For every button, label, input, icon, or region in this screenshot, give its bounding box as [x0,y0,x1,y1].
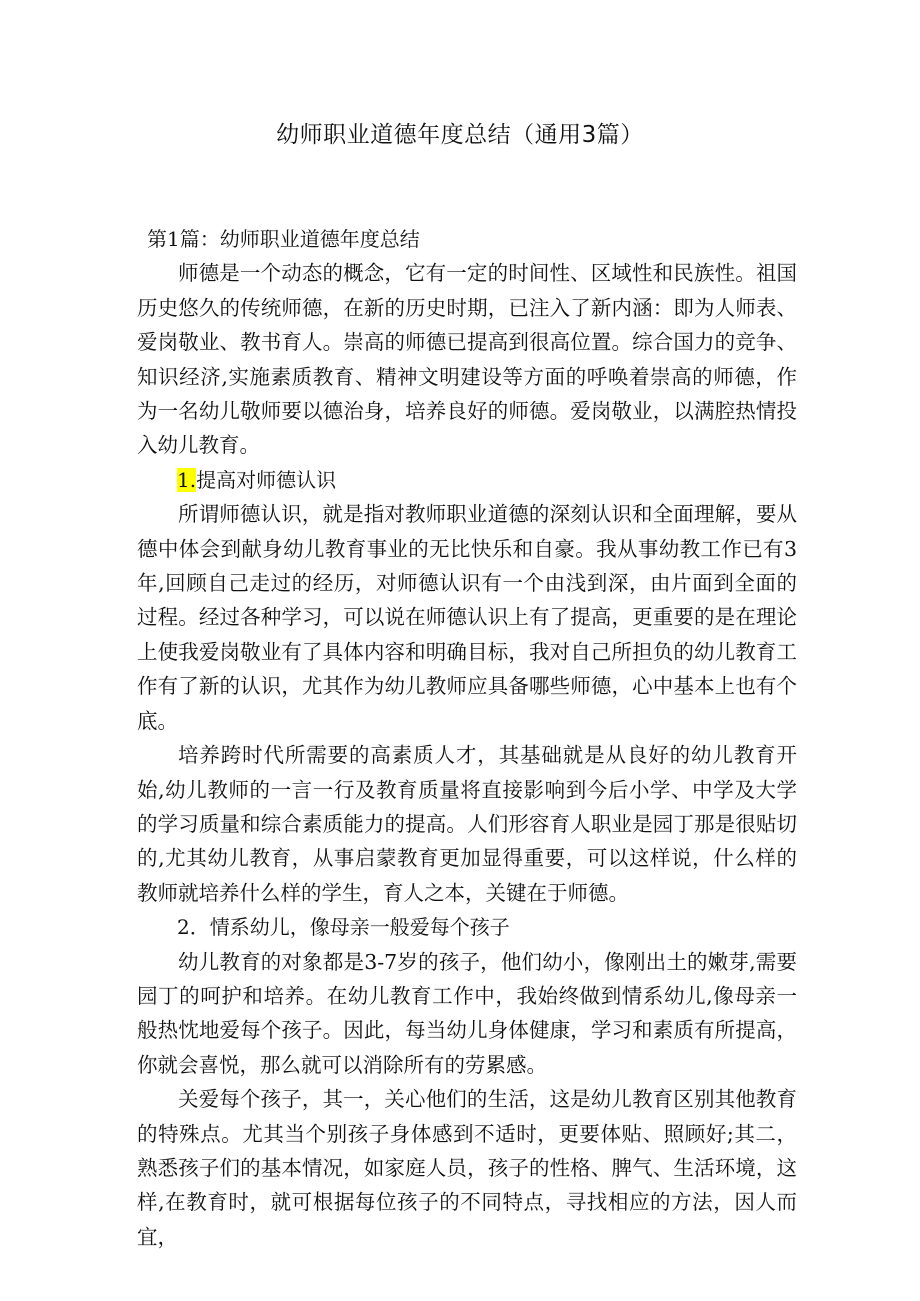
intro-paragraph: 师德是一个动态的概念，它有一定的时间性、区域性和民族性。祖国历史悠久的传统师德，在新的历史时期，已注入了新内涵：即为人师表、爱岗敬业、教书育人。崇高的师德已提高到很高位置。综合国力的竞争、知识经济,实施素质教育、精神文明建设等方面的呼唤着崇高的师德，作为一名幼儿敬师要以德治身，培养良好的师德。爱岗敬业，以满腔热情投入幼儿教育。 [137,261,797,458]
paragraph-2: 培养跨时代所需要的高素质人才，其基础就是从良好的幼儿教育开始,幼儿教师的一言一行及教育质量将直接影响到今后小学、中学及大学的学习质量和综合素质能力的提高。人们形容育人职业是园丁那是很贴切的,尤其幼儿教育，从事启蒙教育更加显得重要，可以这样说，什么样的教师就培养什么样的学生，育人之本，关键在于师德。 [137,743,797,905]
subhead-1 [137,463,797,497]
subhead-2: 2．情系幼儿，像母亲一般爱每个孩子 [177,915,510,940]
paragraph-4: 关爱每个孩子，其一，关心他们的生活，这是幼儿教育区别其他教育的特殊点。尤其当个别孩子身体感到不适时，更要体贴、照顾好;其二，熟悉孩子们的基本情况，如家庭人员，孩子的性格、脾气、生活环境，这样,在教育时，就可根据每位孩子的不同特点，寻找相应的方法，因人而宜， [137,1087,797,1249]
document-title: 幼师职业道德年度总结（通用3篇） [276,122,644,148]
paragraph-3: 幼儿教育的对象都是3-7岁的孩子，他们幼小，像刚出土的嫩芽,需要园丁的呵护和培养。在幼儿教育工作中，我始终做到情系幼儿,像母亲一般热忱地爱每个孩子。因此，每当幼儿身体健康，学习和素质有所提高，你就会喜悦，那么就可以消除所有的劳累感。 [137,949,797,1077]
document-body [137,222,797,1254]
paragraph-1: 所谓师德认识，就是指对教师职业道德的深刻认识和全面理解，要从德中体会到献身幼儿教育事业的无比快乐和自豪。我从事幼教工作已有3年,回顾自己走过的经历，对师德认识有一个由浅到深，由片面到全面的过程。经过各种学习，可以说在师德认识上有了提高，更重要的是在理论上使我爱岗敬业有了具体内容和明确目标，我对自己所担负的幼儿教育工作有了新的认识，尤其作为幼儿教师应具备哪些师德，心中基本上也有个底。 [137,502,797,733]
subhead-1-number-highlight: 1. [177,467,197,492]
subhead-1-text: 提高对师德认识 [196,467,337,492]
section-heading: 第1篇：幼师职业道德年度总结 [147,227,420,251]
